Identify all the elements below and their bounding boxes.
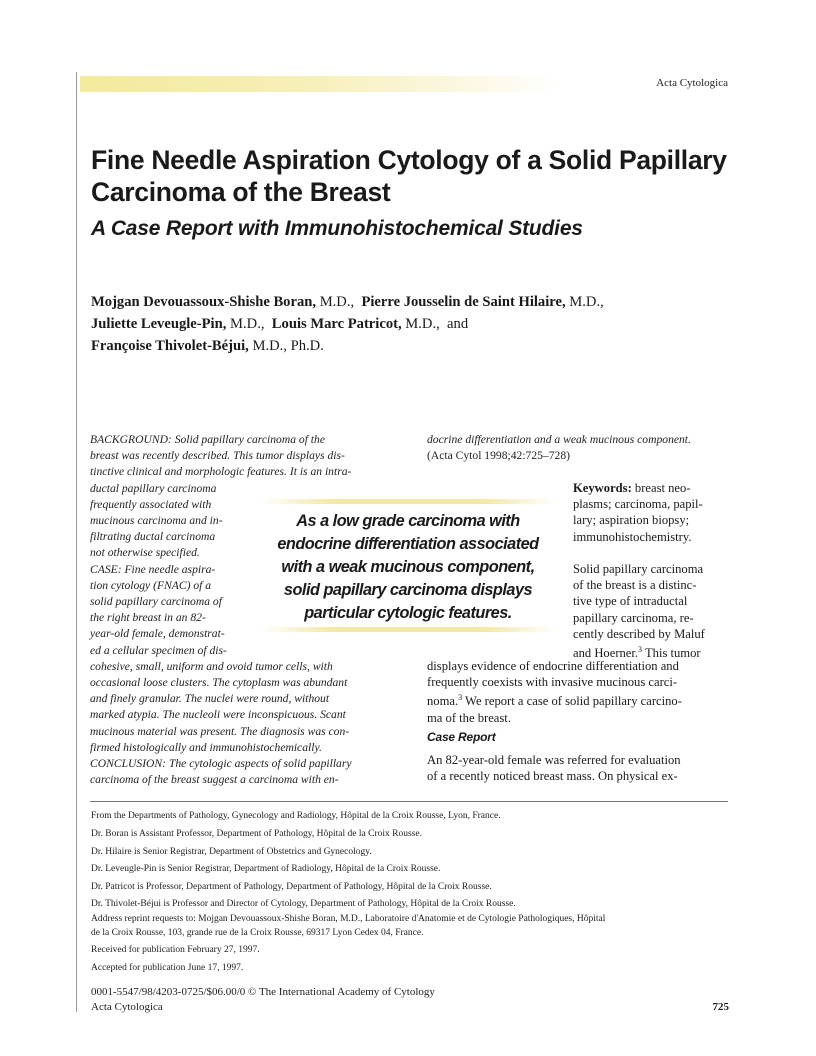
keywords-line: plasms; carcinoma, papil-	[573, 497, 703, 512]
footnote: Address reprint requests to: Mojgan Devouassoux-Shishe Boran, M.D., Laboratoire d'Anatomie et de Cytologie Pathologiques, Hôpital	[91, 914, 606, 924]
footnote: Dr. Patricot is Professor, Department of Pathology, Department of Pathology, Hôpital de la Croix Rousse.	[91, 882, 492, 892]
body-line: tive type of intraductal	[573, 594, 688, 609]
section-heading-case-report: Case Report	[427, 730, 496, 744]
author-name: Françoise Thivolet-Béjui,	[91, 338, 249, 354]
body-line: An 82-year-old female was referred for evaluation	[427, 753, 681, 767]
body-line: displays evidence of endocrine differentiation and	[427, 659, 679, 673]
abstract-line: year-old female, demonstrat-	[90, 627, 225, 641]
keywords-label: Keywords:	[573, 481, 632, 495]
abstract-line: the right breast in an 82-	[90, 611, 206, 625]
header-band	[80, 76, 560, 92]
footnote: Dr. Hilaire is Senior Registrar, Department of Obstetrics and Gynecology.	[91, 847, 372, 857]
abstract-line: marked atypia. The nucleoli were inconspicuous. Scant	[90, 708, 346, 722]
footnote: de la Croix Rousse, 103, grande rue de la Croix Rousse, 69317 Lyon Cedex 04, France.	[91, 928, 424, 938]
keywords-line: Keywords: breast neo-	[573, 481, 691, 495]
body-line: noma.$^3$ We report a case of solid papillary carcino-	[427, 693, 682, 709]
footnote: Accepted for publication June 17, 1997.	[91, 963, 244, 973]
left-margin-rule	[76, 72, 77, 1012]
author-name: Louis Marc Patricot,	[271, 316, 402, 332]
author-line-3	[91, 335, 604, 357]
body-line: papillary carcinoma, re-	[573, 610, 694, 625]
abstract-line: tinctive clinical and morphologic features. It is an intra-	[90, 465, 352, 479]
journal-header: Acta Cytologica	[656, 77, 728, 89]
pull-quote	[260, 499, 556, 631]
case-report-text	[427, 752, 729, 784]
pull-quote-bottom-bar	[260, 627, 556, 632]
author-name: Juliette Leveugle-Pin,	[91, 316, 227, 332]
body-line: and Hoerner.$^3$ This tumor	[573, 645, 701, 661]
body-line: ma of the breast.	[427, 710, 511, 725]
abstract-line: CASE: Fine needle aspira-	[90, 562, 216, 576]
body-line: Solid papillary carcinoma	[573, 562, 704, 576]
abstract-line: occasional loose clusters. The cytoplasm was abundant	[90, 676, 348, 689]
abstract-continuation	[427, 432, 729, 464]
copyright-line: 0001-5547/98/4203-0725/$06.00/0 © The International Academy of Cytology	[91, 986, 435, 998]
footnote: Dr. Boran is Assistant Professor, Department of Pathology, Hôpital de la Croix Rousse.	[91, 829, 422, 839]
body-line: cently described by Maluf	[573, 626, 705, 641]
page-number: 725	[712, 1001, 729, 1013]
abstract-label: BACKGROUND:	[90, 433, 172, 446]
keywords-line: lary; aspiration biopsy;	[573, 513, 690, 528]
footnote: From the Departments of Pathology, Gynecology and Radiology, Hôpital de la Croix Rousse, Lyon, France.	[91, 811, 501, 821]
abstract-line: breast was recently described. This tumor displays dis-	[90, 449, 345, 463]
author-degree: M.D.,	[405, 316, 440, 332]
abstract-line: filtrating ductal carcinoma	[90, 530, 216, 544]
abstract-wide-block	[90, 659, 392, 789]
abstract-line: frequently associated with	[90, 497, 212, 511]
abstract-line: firmed histologically and immunohistochemically.	[90, 740, 322, 754]
abstract-line: docrine differentiation and a weak mucinous component.	[427, 433, 691, 446]
abstract-line: ductal papillary carcinoma	[90, 481, 217, 495]
footnote: Dr. Thivolet-Béjui is Professor and Director of Cytology, Department of Pathology, Hôpital de la Croix Rousse.	[91, 899, 516, 909]
abstract-line: solid papillary carcinoma of	[90, 595, 222, 609]
abstract-line: not otherwise specified.	[90, 546, 200, 560]
abstract-label: CONCLUSION:	[90, 757, 167, 771]
footnote-rule	[90, 801, 728, 802]
abstract-narrow-block	[90, 481, 246, 659]
author-degree: M.D., Ph.D.	[252, 338, 324, 354]
body-line: of the breast is a distinc-	[573, 578, 697, 593]
abstract-background	[90, 432, 392, 481]
abstract-citation: (Acta Cytol 1998;42:725–728)	[427, 449, 570, 463]
footnote: Dr. Leveugle-Pin is Senior Registrar, Department of Radiology, Hôpital de la Croix Rousse.	[91, 864, 441, 874]
intro-wide-block	[427, 658, 729, 726]
reference-mark: 3	[638, 645, 643, 655]
body-line: of a recently noticed breast mass. On physical ex-	[427, 769, 678, 784]
abstract-line: tion cytology (FNAC) of a	[90, 578, 212, 592]
abstract-line: carcinoma of the breast suggest a carcinoma with en-	[90, 773, 339, 787]
author-degree: M.D.,	[569, 294, 604, 310]
abstract-label: CASE:	[90, 562, 122, 576]
footnote: Received for publication February 27, 1997.	[91, 945, 260, 955]
keywords-block	[573, 480, 728, 545]
keywords-line: immunohistochemistry.	[573, 529, 692, 544]
author-line-2	[91, 313, 604, 335]
abstract-line: mucinous material was present. The diagnosis was con-	[90, 724, 350, 738]
author-name: Pierre Jousselin de Saint Hilaire,	[361, 294, 566, 310]
article-title: Fine Needle Aspiration Cytology of a Solid Papillary Carcinoma of the Breast	[91, 145, 727, 207]
abstract-line: mucinous carcinoma and in-	[90, 514, 223, 527]
author-conjunction: and	[447, 316, 469, 332]
reference-mark: 3	[458, 693, 463, 703]
author-list	[91, 291, 604, 357]
intro-narrow-block	[573, 561, 728, 661]
body-line: frequently coexists with invasive mucinous carci-	[427, 675, 678, 690]
abstract-line: CONCLUSION: The cytologic aspects of solid papillary	[90, 757, 352, 771]
article-subtitle: A Case Report with Immunohistochemical Studies	[91, 217, 583, 240]
author-degree: M.D.,	[230, 316, 265, 332]
footer-row	[91, 1001, 729, 1013]
footer-journal: Acta Cytologica	[91, 1001, 163, 1013]
pull-quote-top-bar	[260, 499, 556, 504]
pull-quote-text: As a low grade carcinoma with endocrine differentiation associated with a weak mucinous component, solid papillary carcinoma displays particular cytologic features.	[277, 512, 539, 622]
abstract-line: BACKGROUND: Solid papillary carcinoma of the	[90, 433, 325, 446]
abstract-line: cohesive, small, uniform and ovoid tumor cells, with	[90, 659, 333, 673]
abstract-line: ed a cellular specimen of dis-	[90, 643, 227, 657]
author-line-1	[91, 291, 604, 313]
author-name: Mojgan Devouassoux-Shishe Boran,	[91, 294, 317, 310]
author-degree: M.D.,	[319, 294, 355, 310]
abstract-line: and finely granular. The nuclei were round, without	[90, 692, 330, 706]
